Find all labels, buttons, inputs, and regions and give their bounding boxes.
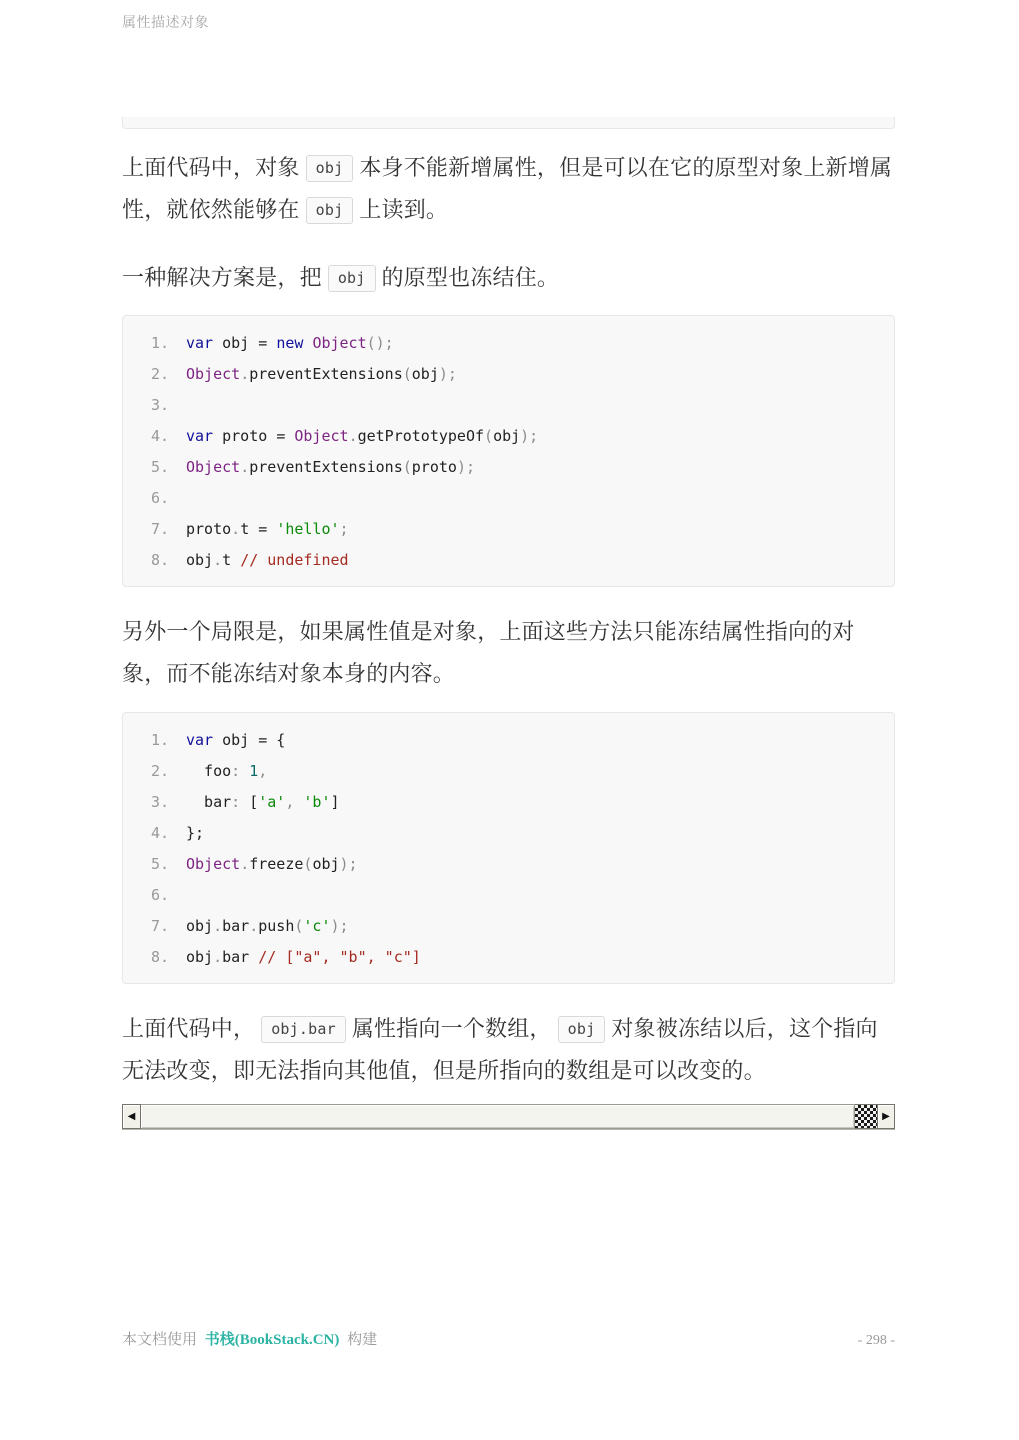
code-token: 'b' — [303, 793, 331, 811]
code-token: // ["a", "b", "c"] — [258, 948, 421, 966]
code-token: obj — [186, 551, 214, 569]
scrollbar-thumb[interactable] — [141, 1104, 855, 1129]
code-text — [169, 390, 186, 421]
code-text — [169, 849, 358, 880]
code-token: 'c' — [303, 917, 331, 935]
inline-code-chip: obj — [306, 197, 354, 224]
code-line — [123, 328, 894, 359]
code-token: = — [258, 334, 277, 352]
running-header: 属性描述对象 — [122, 14, 209, 30]
scroll-right-button[interactable] — [877, 1104, 895, 1129]
footer-suffix: 构建 — [347, 1332, 378, 1348]
line-number: 4. — [150, 427, 169, 445]
code-token: ] — [330, 793, 340, 811]
code-token: obj — [186, 917, 214, 935]
code-token: : — [231, 762, 241, 780]
paragraph — [122, 257, 895, 299]
code-token: foo — [186, 762, 232, 780]
code-token — [240, 762, 249, 780]
code-line — [123, 421, 894, 452]
code-text — [169, 514, 349, 545]
inline-code-chip: obj — [328, 265, 376, 292]
paragraph-text: 上面代码中， — [122, 1016, 256, 1041]
code-token: proto — [213, 427, 277, 445]
code-token: ( — [294, 917, 304, 935]
code-line — [123, 545, 894, 576]
code-token: obj — [411, 365, 439, 383]
code-text — [169, 421, 538, 452]
code-token: ( — [402, 458, 412, 476]
inline-code-chip: obj — [558, 1016, 606, 1043]
code-token: t — [222, 551, 241, 569]
code-token: freeze — [249, 855, 304, 873]
code-token: . — [240, 458, 250, 476]
code-token: ( — [402, 365, 412, 383]
paragraph-text: 上面代码中，对象 — [122, 155, 300, 180]
page-number: - 298 - — [857, 1333, 895, 1348]
code-token: Object — [312, 334, 367, 352]
code-token: bar — [222, 948, 259, 966]
code-line — [123, 818, 894, 849]
code-line — [123, 452, 894, 483]
scroll-right-icon: ▶ — [882, 1111, 890, 1122]
code-block — [122, 712, 895, 984]
line-number: 6. — [150, 489, 169, 507]
code-line — [123, 880, 894, 911]
line-number: 8. — [150, 551, 169, 569]
paragraph-text: 本身不能新增属性，但是可以在它的原型对象上新增属性，就依然能够在 — [122, 155, 893, 222]
footer-prefix: 本文档使用 — [122, 1332, 198, 1348]
code-token: ); — [330, 917, 349, 935]
code-token: obj — [213, 731, 259, 749]
code-token: push — [258, 917, 295, 935]
code-token: obj — [493, 427, 521, 445]
code-text — [169, 818, 204, 849]
code-token: obj — [186, 948, 214, 966]
code-token: }; — [186, 824, 205, 842]
line-number: 4. — [150, 824, 169, 842]
code-line — [123, 787, 894, 818]
line-number: 3. — [150, 396, 169, 414]
code-token: ); — [520, 427, 539, 445]
code-token: . — [231, 520, 241, 538]
code-line — [123, 849, 894, 880]
inline-code-chip: obj.bar — [261, 1016, 346, 1043]
paragraph-text: 对象被冻结以后，这个指向无法改变，即无法指向其他值，但是所指向的数组是可以改变的。 — [122, 1016, 878, 1083]
code-line — [123, 725, 894, 756]
code-line — [123, 390, 894, 421]
code-token: 'a' — [258, 793, 286, 811]
code-token: preventExtensions — [249, 458, 403, 476]
code-token: . — [213, 551, 223, 569]
code-token: , — [285, 793, 304, 811]
code-token: ); — [339, 855, 358, 873]
code-token: , — [258, 762, 268, 780]
code-token: (); — [366, 334, 394, 352]
paragraph-text: 另外一个局限是，如果属性值是对象，上面这些方法只能冻结属性指向的对象，而不能冻结对象本身的内容。 — [122, 619, 855, 686]
code-token: [ — [240, 793, 259, 811]
code-text — [169, 452, 475, 483]
line-number: 5. — [150, 855, 169, 873]
code-text — [169, 545, 349, 576]
code-text — [169, 359, 457, 390]
paragraph-text: 一种解决方案是，把 — [122, 265, 322, 290]
code-token: ); — [438, 365, 457, 383]
code-token: bar — [186, 793, 232, 811]
paragraph-text: 的原型也冻结住。 — [381, 265, 560, 290]
code-token: proto — [411, 458, 457, 476]
code-line — [123, 911, 894, 942]
code-token: = { — [258, 731, 286, 749]
horizontal-scrollbar[interactable] — [122, 1104, 895, 1130]
code-token: obj — [213, 334, 259, 352]
code-token: . — [240, 365, 250, 383]
paragraph — [122, 147, 895, 231]
code-text — [169, 880, 186, 911]
code-token: . — [213, 948, 223, 966]
code-line — [123, 359, 894, 390]
line-number: 7. — [150, 520, 169, 538]
code-text — [169, 328, 394, 359]
line-number: 1. — [150, 334, 169, 352]
inline-code-chip: obj — [306, 155, 354, 182]
code-text — [169, 911, 349, 942]
line-number: 7. — [150, 917, 169, 935]
code-token: . — [348, 427, 358, 445]
code-text — [169, 725, 285, 756]
code-token: 'hello' — [276, 520, 340, 538]
code-token: Object — [186, 855, 241, 873]
code-text — [169, 756, 267, 787]
code-token: var — [186, 334, 214, 352]
code-token: bar — [222, 917, 250, 935]
code-line — [123, 483, 894, 514]
code-block — [122, 315, 895, 587]
code-token: Object — [294, 427, 349, 445]
code-token: : — [231, 793, 241, 811]
code-line — [123, 942, 894, 973]
line-number: 8. — [150, 948, 169, 966]
paragraph — [122, 611, 895, 695]
bookstack-link[interactable]: 书栈(BookStack.CN) — [204, 1332, 340, 1348]
code-token: . — [240, 855, 250, 873]
code-block-remnant — [122, 117, 895, 129]
code-text — [169, 483, 186, 514]
code-token: ( — [303, 855, 313, 873]
code-token: proto — [186, 520, 232, 538]
code-token: = — [258, 520, 277, 538]
paragraph — [122, 1008, 895, 1092]
code-token: preventExtensions — [249, 365, 403, 383]
scrollbar-track-checker[interactable] — [855, 1104, 877, 1129]
line-number: 3. — [150, 793, 169, 811]
code-token: ); — [456, 458, 475, 476]
code-text — [169, 942, 421, 973]
scroll-left-button[interactable] — [122, 1104, 141, 1129]
code-token: . — [249, 917, 259, 935]
code-token: = — [276, 427, 295, 445]
code-token: Object — [186, 365, 241, 383]
paragraph-text: 上读到。 — [359, 197, 449, 222]
code-token: var — [186, 731, 214, 749]
code-token: obj — [312, 855, 340, 873]
code-line — [123, 756, 894, 787]
code-line — [123, 514, 894, 545]
code-token: // undefined — [240, 551, 349, 569]
code-token: var — [186, 427, 214, 445]
code-text — [169, 787, 340, 818]
code-token: ; — [339, 520, 349, 538]
page-content — [122, 0, 895, 1130]
paragraph-text: 属性指向一个数组， — [351, 1016, 552, 1041]
code-token: new — [276, 334, 304, 352]
code-token: t — [240, 520, 259, 538]
code-token: . — [213, 917, 223, 935]
code-token: ( — [484, 427, 494, 445]
scroll-left-icon: ◀ — [127, 1111, 136, 1122]
code-token: getPrototypeOf — [357, 427, 485, 445]
footer-build-note — [122, 1328, 377, 1349]
line-number: 5. — [150, 458, 169, 476]
line-number: 2. — [150, 365, 169, 383]
line-number: 6. — [150, 886, 169, 904]
line-number: 1. — [150, 731, 169, 749]
line-number: 2. — [150, 762, 169, 780]
page-footer — [122, 1328, 895, 1349]
code-token: 1 — [249, 762, 259, 780]
code-token: Object — [186, 458, 241, 476]
